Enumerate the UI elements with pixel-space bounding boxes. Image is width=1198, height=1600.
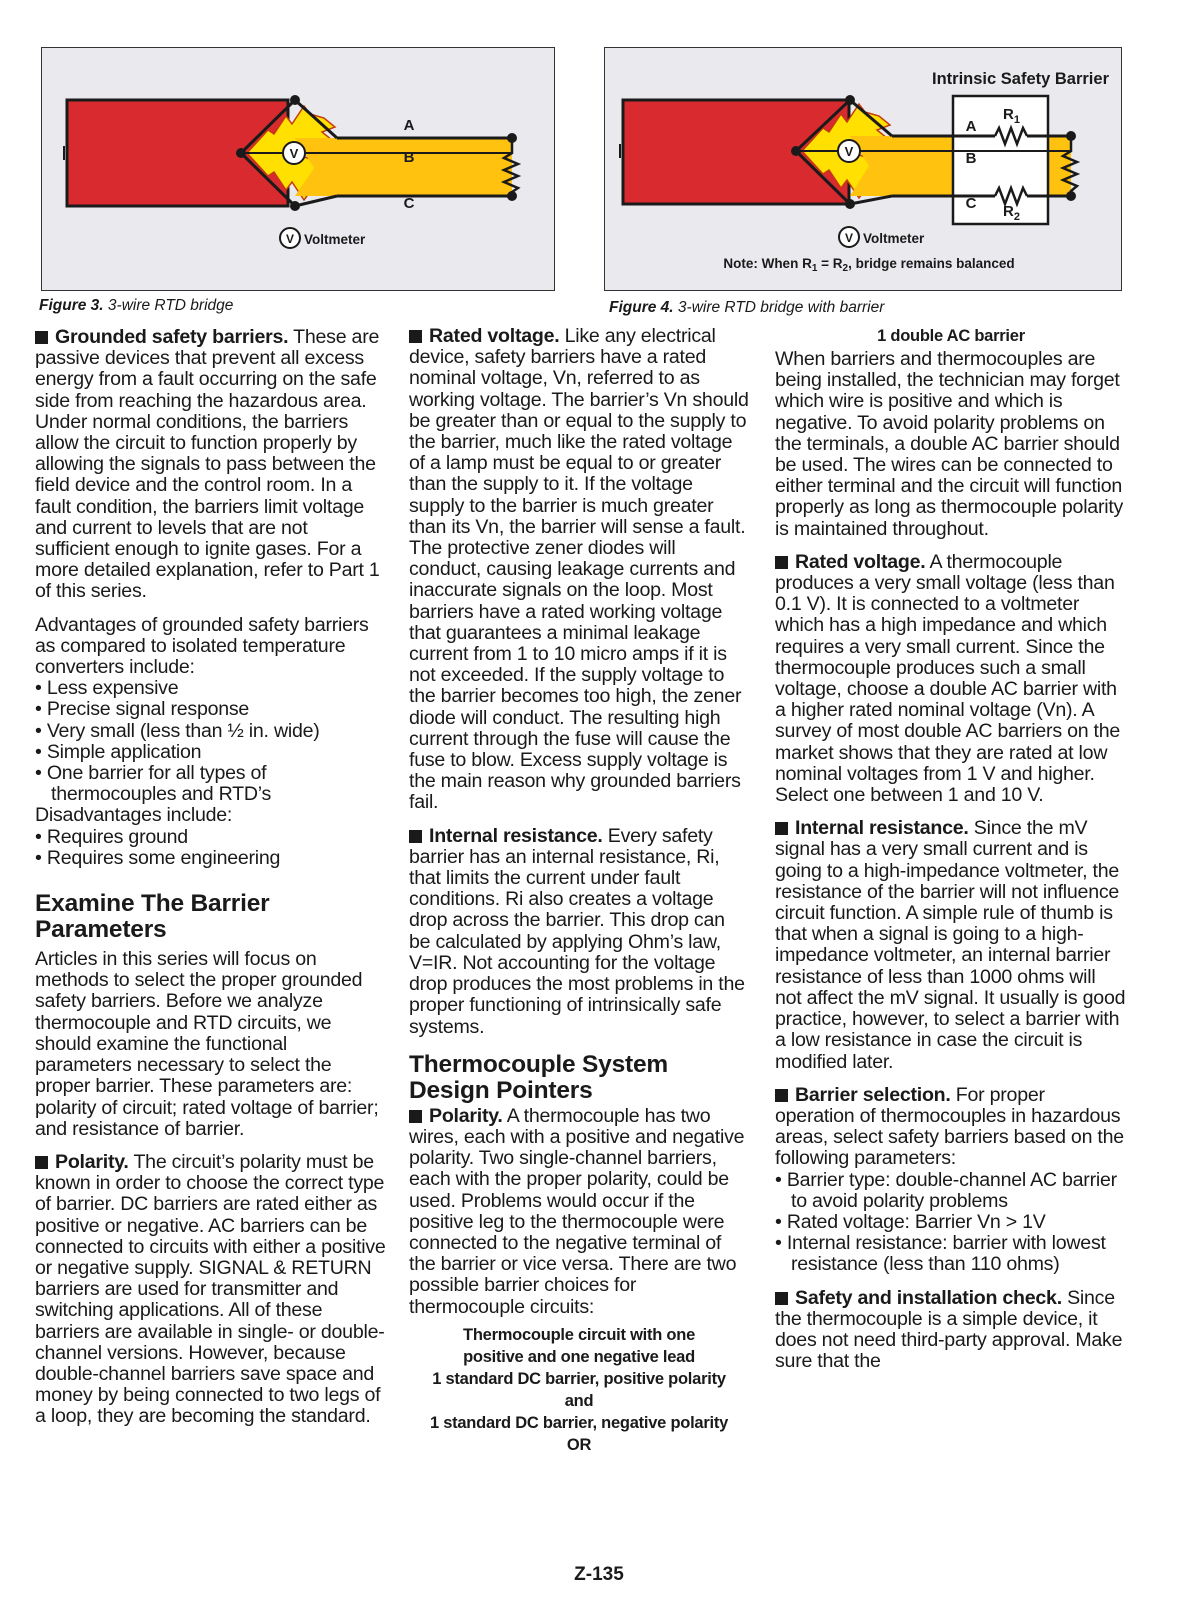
wire-c-label: C bbox=[403, 195, 415, 212]
voltmeter-symbol-letter: V bbox=[289, 146, 299, 161]
tc-internal-resistance-paragraph: Internal resistance. Since the mV signal has a very small current and is going to a high-impedance voltmeter, the resistance of the barrier will not influence circuit function. A simple rule of thumb is that when a signal is going to a high-impedance voltmeter, an internal barrier resistance of less than 1000 ohms will not affect the mV signal. It usually is good practice, however, to select a barrier with a low resistance in case the circuit is modified later. bbox=[775, 817, 1126, 1073]
disadvantages-intro: Disadvantages include: bbox=[35, 804, 233, 827]
figure-4 bbox=[604, 47, 1122, 291]
tc-internal-resistance-heading: Internal resistance. bbox=[795, 817, 969, 840]
caption-label: Figure 4. bbox=[609, 299, 674, 316]
choice-line: 1 standard DC barrier, negative polarity bbox=[429, 1413, 729, 1432]
list-item: • Precise signal response bbox=[35, 699, 387, 720]
voltmeter-legend: Voltmeter bbox=[863, 231, 925, 246]
list-item: • Barrier type: double-channel AC barrier to avoid polarity problems bbox=[775, 1170, 1127, 1212]
column-2 bbox=[409, 326, 749, 1456]
column-3 bbox=[775, 325, 1127, 1372]
polarity-heading: Polarity. bbox=[55, 1150, 129, 1173]
polarity-paragraph: Polarity. The circuit’s polarity must be known in order to choose the correct type of barrier. DC barriers are rated either as positive or negative. AC barriers can be connected to circuits with either a positive or negative supply. SIGNAL & RETURN barriers are used for transmitter and switching applications. All of these barriers are available in single- or double-channel versions. However, because double-channel barriers save space and money by being connected to two legs of a loop, they are becoming the standard. bbox=[35, 1150, 386, 1428]
r2-label: $R_2$ bbox=[1003, 203, 1020, 223]
r1-label: $R_1$ bbox=[1003, 106, 1020, 126]
rated-voltage-paragraph: Rated voltage. Like any electrical device, safety barriers have a rated nominal voltage, Vn, referred to as working voltage. The barrier’s Vn should be greater than or equal to the supply to the barrier, much like the rated voltage of a lamp must be equal to or greater than the supply to it. If the voltage supply to the barrier is much greater than its Vn, the barrier will sense a fault. The protective zener diodes will conduct, causing leakage currents and inaccurate signals on the loop. Most barriers have a rated working voltage that guarantees a minimal leakage current from 1 to 10 micro amps if it is not exceeded. If the supply voltage to the barrier becomes too high, the zener diode will conduct. The resulting high current through the fuse will cause the fuse to blow. Excess supply voltage is the main reason why grounded barriers fail. bbox=[409, 325, 749, 814]
barrier-selection-heading: Barrier selection. bbox=[795, 1083, 951, 1106]
square-bullet-icon bbox=[35, 331, 48, 344]
rtd-bridge-barrier-diagram bbox=[605, 48, 1123, 292]
square-bullet-icon bbox=[409, 330, 422, 343]
figure-3-caption bbox=[39, 297, 233, 315]
rated-voltage-heading: Rated voltage. bbox=[429, 325, 560, 347]
barrier-title: Intrinsic Safety Barrier bbox=[932, 70, 1109, 88]
list-item: • Requires ground bbox=[35, 827, 387, 848]
internal-resistance-paragraph: Internal resistance. Every safety barrier has an internal resistance, Ri, that limits the current under fault conditions. Ri also creates a voltage drop across the barrier. This drop can be calculated by applying Ohm’s law, V=IR. Not accounting for the voltage drop produces the most problems in the proper functioning of intrinsically safe systems. bbox=[409, 824, 745, 1038]
list-item: • Very small (less than ½ in. wide) bbox=[35, 721, 387, 742]
figure-3 bbox=[41, 47, 555, 291]
advantages-list bbox=[35, 678, 387, 805]
choice-line: and bbox=[564, 1391, 594, 1410]
page-number: Z-135 bbox=[574, 1564, 624, 1585]
svg-text:V: V bbox=[285, 232, 295, 246]
svg-text:V: V bbox=[844, 144, 854, 159]
wire-b-label: B bbox=[965, 150, 977, 167]
section-heading-parameters: Examine The Barrier Parameters bbox=[35, 890, 270, 944]
installation-paragraph: When barriers and thermocouples are being installed, the technician may forget which wire is positive and which is negative. To avoid polarity problems on the terminals, a double AC barrier should be used. The wires can be connected to either terminal and the circuit will function properly as long as thermocouple polarity is maintained throughout. bbox=[775, 348, 1124, 540]
tc-polarity-heading: Polarity. bbox=[429, 1104, 503, 1127]
svg-text:V: V bbox=[844, 231, 854, 245]
choice-heading: Thermocouple circuit with one positive and one negative lead bbox=[462, 1325, 696, 1366]
choice-line: OR bbox=[566, 1435, 592, 1454]
wire-a-label: A bbox=[965, 118, 977, 135]
square-bullet-icon bbox=[775, 556, 788, 569]
list-item: • Less expensive bbox=[35, 678, 387, 699]
square-bullet-icon bbox=[35, 1156, 48, 1169]
square-bullet-icon bbox=[775, 822, 788, 835]
list-item: • One barrier for all types of thermocouples and RTD’s bbox=[35, 763, 387, 805]
wire-b-label: B bbox=[403, 149, 415, 166]
caption-text: 3-wire RTD bridge bbox=[107, 297, 234, 314]
internal-resistance-heading: Internal resistance. bbox=[429, 824, 603, 847]
disadvantages-list bbox=[35, 827, 387, 869]
voltmeter-legend: Voltmeter bbox=[304, 232, 366, 247]
parameters-paragraph: Articles in this series will focus on methods to select the proper grounded safety barriers. Before we analyze thermocouple and RTD circuits, we should examine the functional parameters necessary to select the proper barrier. These parameters are: polarity of circuit; rated voltage of barrier; and resistance of barrier. bbox=[35, 948, 379, 1140]
column-1 bbox=[35, 327, 387, 1428]
tc-rated-voltage-paragraph: Rated voltage. A thermocouple produces a very small voltage (less than 0.1 V). It is connected to a voltmeter which has a high impedance and which requires a very small current. Since the thermocouple produces such a small voltage, choose a double AC barrier with a higher rated nominal voltage (Vn). A survey of most double AC barriers on the market shows that they are rated at low nominal voltages from 1 V and higher. Select one between 1 and 10 V. bbox=[775, 550, 1121, 807]
safety-check-paragraph: Safety and installation check. Since the thermocouple is a simple device, it does not need third-party approval. Make sure that the bbox=[775, 1286, 1123, 1373]
tc-rated-voltage-heading: Rated voltage. bbox=[795, 550, 926, 573]
selection-list bbox=[775, 1170, 1127, 1276]
section-heading-design-pointers: Thermocouple System Design Pointers bbox=[409, 1050, 668, 1104]
square-bullet-icon bbox=[775, 1292, 788, 1305]
list-item: • Simple application bbox=[35, 742, 387, 763]
list-item: • Rated voltage: Barrier Vn > 1V bbox=[775, 1212, 1127, 1233]
rtd-bridge-diagram bbox=[42, 48, 556, 292]
barrier-selection-paragraph: Barrier selection. For proper operation of thermocouples in hazardous areas, select safety barriers based on the following parameters: bbox=[775, 1083, 1124, 1170]
grounded-barriers-paragraph: Grounded safety barriers. These are passive devices that prevent all excess energy from a fault occurring on the safe side from reaching the hazardous area. Under normal conditions, the barriers allow the circuit to function properly by allowing the signals to pass between the field device and the control room. In a fault condition, the barriers limit voltage and current to levels that are not sufficient enough to ignite gases. For a more detailed explanation, refer to Part 1 of this series. bbox=[35, 326, 380, 603]
figure-4-caption bbox=[609, 299, 884, 317]
choice-line: 1 standard DC barrier, positive polarity bbox=[432, 1369, 726, 1388]
caption-text: 3-wire RTD bridge with barrier bbox=[677, 299, 885, 316]
square-bullet-icon bbox=[775, 1089, 788, 1102]
caption-label: Figure 3. bbox=[39, 297, 104, 314]
grounded-barriers-heading: Grounded safety barriers. bbox=[55, 326, 289, 348]
choice-line: 1 double AC barrier bbox=[877, 327, 1025, 345]
wire-c-label: C bbox=[965, 195, 977, 212]
advantages-intro: Advantages of grounded safety barriers as compared to isolated temperature converters include: bbox=[35, 613, 369, 679]
wire-a-label: A bbox=[403, 117, 415, 134]
tc-polarity-paragraph: Polarity. A thermocouple has two wires, each with a positive and negative polarity. Two single-channel barriers, each with the proper polarity, could be used. Problems would occur if the positive leg to the thermocouple were connected to the negative terminal of the barrier or vice versa. There are two possible barrier choices for thermocouple circuits: bbox=[409, 1104, 745, 1318]
list-item: • Internal resistance: barrier with lowest resistance (less than 110 ohms) bbox=[775, 1233, 1127, 1275]
balance-note: Note: When $R_1 = R_2$, bridge remains balanced bbox=[723, 256, 1015, 274]
list-item: • Requires some engineering bbox=[35, 848, 387, 869]
square-bullet-icon bbox=[409, 1110, 422, 1123]
safety-check-heading: Safety and installation check. bbox=[795, 1286, 1062, 1309]
square-bullet-icon bbox=[409, 830, 422, 843]
